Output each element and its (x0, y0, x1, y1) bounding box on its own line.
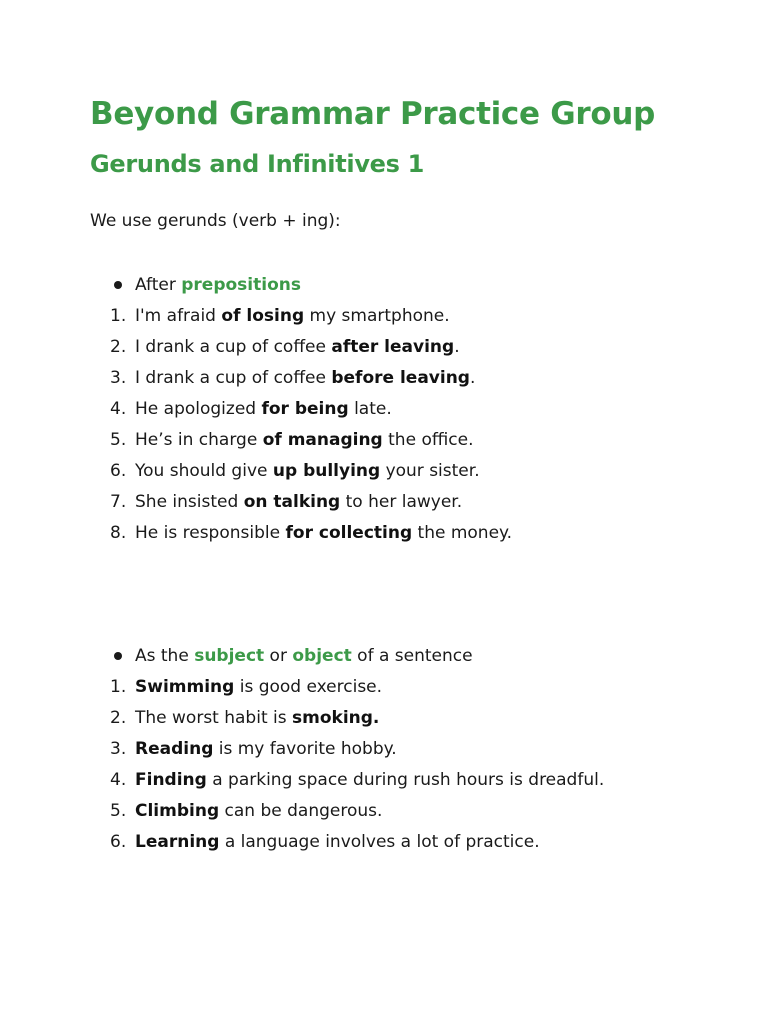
bullet-item (0, 641, 768, 672)
list-item (0, 363, 768, 394)
list-text-bold: up bullying (272, 461, 381, 481)
bullet-pre: As the (135, 646, 195, 666)
document-subtitle: Gerunds and Infinitives 1 (90, 150, 425, 178)
list-item (0, 425, 768, 456)
list-number: 1. (110, 306, 127, 326)
list-text (135, 301, 450, 332)
list-text (135, 734, 397, 765)
section-subject-object (0, 641, 768, 858)
list-text-pre: The worst habit is (135, 708, 293, 728)
list-text-bold: Reading (135, 739, 214, 759)
list-text-post: your sister. (380, 461, 480, 481)
list-item (0, 456, 768, 487)
list-text-bold: Learning (135, 832, 220, 852)
list-text (135, 765, 604, 796)
list-item (0, 672, 768, 703)
list-item (0, 734, 768, 765)
list-item (0, 703, 768, 734)
highlight-prepositions: prepositions (181, 275, 301, 295)
list-text-bold: after leaving (331, 337, 455, 357)
list-text-bold: before leaving (331, 368, 470, 388)
list-number: 3. (110, 368, 127, 388)
list-text-bold: Climbing (135, 801, 220, 821)
list-item (0, 796, 768, 827)
list-number: 3. (110, 739, 127, 759)
bullet-text (135, 641, 473, 672)
list-number: 8. (110, 523, 127, 543)
list-number: 2. (110, 708, 127, 728)
bullet-item (0, 270, 768, 301)
list-text (135, 487, 462, 518)
document-title: Beyond Grammar Practice Group (90, 96, 655, 132)
bullet-dot-icon (114, 652, 122, 660)
list-text (135, 672, 382, 703)
list-number: 7. (110, 492, 127, 512)
list-number: 1. (110, 677, 127, 697)
highlight-object: object (292, 646, 352, 666)
list-text-pre: You should give (135, 461, 273, 481)
list-text-post: the money. (412, 523, 513, 543)
list-item (0, 827, 768, 858)
list-text-pre: He apologized (135, 399, 262, 419)
list-text (135, 796, 382, 827)
list-text-post: . (469, 368, 476, 388)
list-text (135, 332, 460, 363)
list-text-pre: I'm afraid (135, 306, 222, 326)
list-item (0, 394, 768, 425)
list-text-post: to her lawyer. (340, 492, 463, 512)
list-text (135, 363, 475, 394)
list-item (0, 765, 768, 796)
list-number: 5. (110, 430, 127, 450)
list-item (0, 332, 768, 363)
list-text-pre: He is responsible (135, 523, 286, 543)
list-number: 5. (110, 801, 127, 821)
list-number: 4. (110, 770, 127, 790)
bullet-pre: After (135, 275, 182, 295)
list-text (135, 827, 540, 858)
list-text-bold: for collecting (285, 523, 413, 543)
list-number: 6. (110, 832, 127, 852)
list-text-post: late. (348, 399, 392, 419)
list-text (135, 425, 474, 456)
list-text (135, 394, 392, 425)
list-number: 2. (110, 337, 127, 357)
list-text-post: my smartphone. (304, 306, 450, 326)
list-text-pre: I drank a cup of coffee (135, 337, 332, 357)
section-prepositions (0, 270, 768, 549)
highlight-subject: subject (194, 646, 265, 666)
list-item (0, 301, 768, 332)
list-text-post: can be dangerous. (219, 801, 383, 821)
list-text (135, 456, 480, 487)
list-number: 6. (110, 461, 127, 481)
list-text-post: is good exercise. (234, 677, 383, 697)
bullet-mid: or (264, 646, 293, 666)
list-text-bold: for being (261, 399, 349, 419)
list-text (135, 703, 379, 734)
list-text-post: . (454, 337, 460, 357)
list-text-bold: Finding (135, 770, 207, 790)
intro-text: We use gerunds (verb + ing): (90, 211, 341, 231)
list-text-post: a parking space during rush hours is dreadful. (206, 770, 605, 790)
list-text-bold: smoking. (292, 708, 380, 728)
list-item (0, 518, 768, 549)
list-text-pre: She insisted (135, 492, 244, 512)
bullet-text (135, 270, 301, 301)
list-text-bold: of managing (262, 430, 383, 450)
bullet-dot-icon (114, 281, 122, 289)
list-item (0, 487, 768, 518)
list-text-post: the office. (382, 430, 474, 450)
list-text-post: a language involves a lot of practice. (219, 832, 540, 852)
list-text-pre: He’s in charge (135, 430, 263, 450)
list-number: 4. (110, 399, 127, 419)
list-text-bold: of losing (221, 306, 305, 326)
list-text-pre: I drank a cup of coffee (135, 368, 332, 388)
list-text-post: is my favorite hobby. (213, 739, 397, 759)
list-text (135, 518, 512, 549)
list-text-bold: Swimming (135, 677, 235, 697)
bullet-post: of a sentence (351, 646, 473, 666)
list-text-bold: on talking (243, 492, 341, 512)
